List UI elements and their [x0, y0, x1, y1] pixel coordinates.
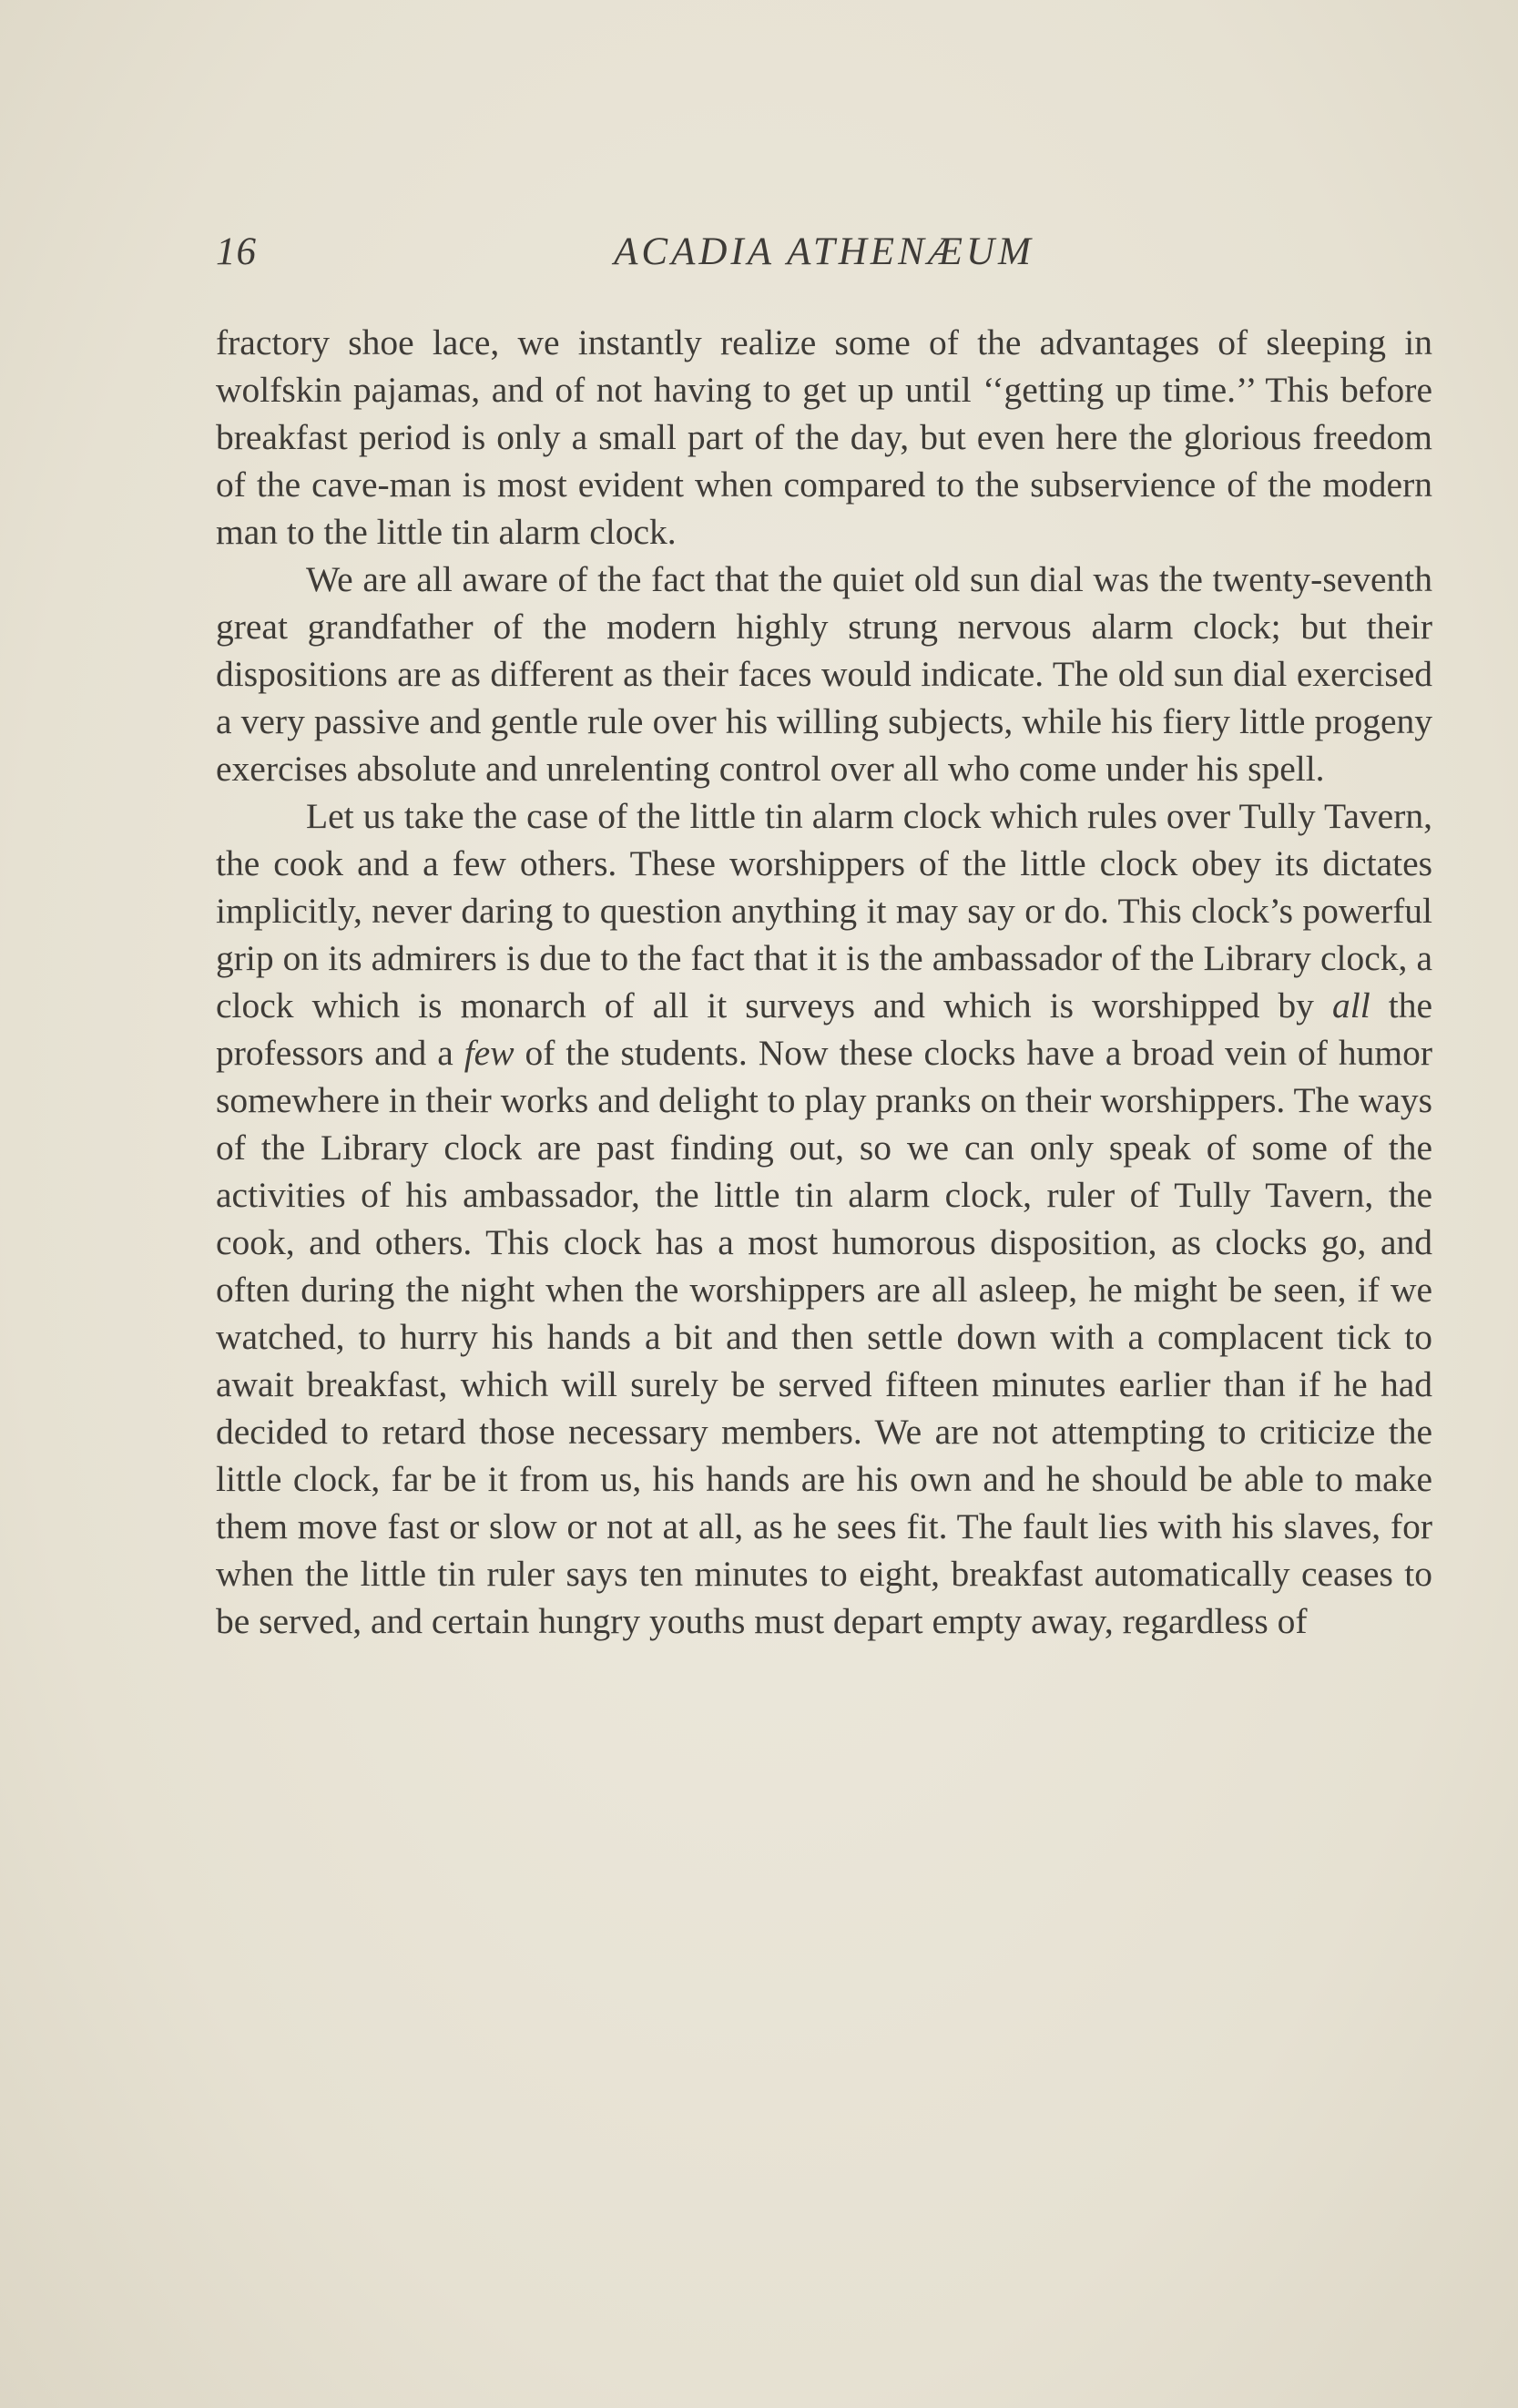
body-text [216, 319, 1432, 1645]
running-head [216, 230, 1432, 284]
page-number: 16 [216, 230, 257, 273]
emphasis-all: all [1331, 985, 1370, 1025]
emphasis-few: few [464, 1033, 514, 1073]
journal-title: ACADIA ATHENÆUM [614, 230, 1034, 273]
paragraph-3-part-c: of the students. Now these clocks have a broad vein of humor somewhere in their works and delight to play pranks on their worshippers. The ways of the Library clock are past finding out, so we can only speak of some of the activities of his ambassador, the little tin alarm clock, ruler of Tully Tavern, the cook, and others. This clock has a most humorous disposition, as clocks go, and often during the night when the worshippers are all asleep, he might be seen, if we watched, to hurry his hands a bit and then settle down with a complacent tick to await breakfast, which will surely be served fifteen minutes earlier than if he had decided to retard those necessary members. We are not attempting to criticize the little clock, far be it from us, his hands are his own and he should be able to make them move fast or slow or not at all, as he sees fit. The fault lies with his slaves, for when the little tin ruler says ten minutes to eight, breakfast automatically ceases to be served, and certain hungry youths must depart empty away, regardless of [216, 1033, 1432, 1641]
paragraph-3-part-a: Let us take the case of the little tin alarm clock which rules over Tully Tavern, the cook and a few others. These worshippers of the little clock obey its dictates implicitly, never daring to question anything it may say or do. This clock’s powerful grip on its admirers is due to the fact that it is the ambassador of the Library clock, a clock which is monarch of all it surveys and which is worshipped by [216, 796, 1432, 1025]
paragraph-2: We are all aware of the fact that the quiet old sun dial was the twenty-seventh great grandfather of the modern highly strung nervous alarm clock; but their dispositions are as different as their faces would indicate. The old sun dial exercised a very passive and gentle rule over his willing subjects, while his fiery little progeny exercises absolute and unrelenting control over all who come under his spell. [216, 559, 1432, 789]
paragraph-1: fractory shoe lace, we instantly realize some of the advantages of sleeping in wolfskin pajamas, and of not having to get up until ‘‘getting up time.’’ This before breakfast period is only a small part of the day, but even here the glorious freedom of the cave-man is most evident when compared to the subservience of the modern man to the little tin alarm clock. [216, 322, 1432, 552]
paragraph-3 [216, 792, 1432, 1645]
paragraph-3-part-b: the professors and a [216, 985, 1432, 1073]
